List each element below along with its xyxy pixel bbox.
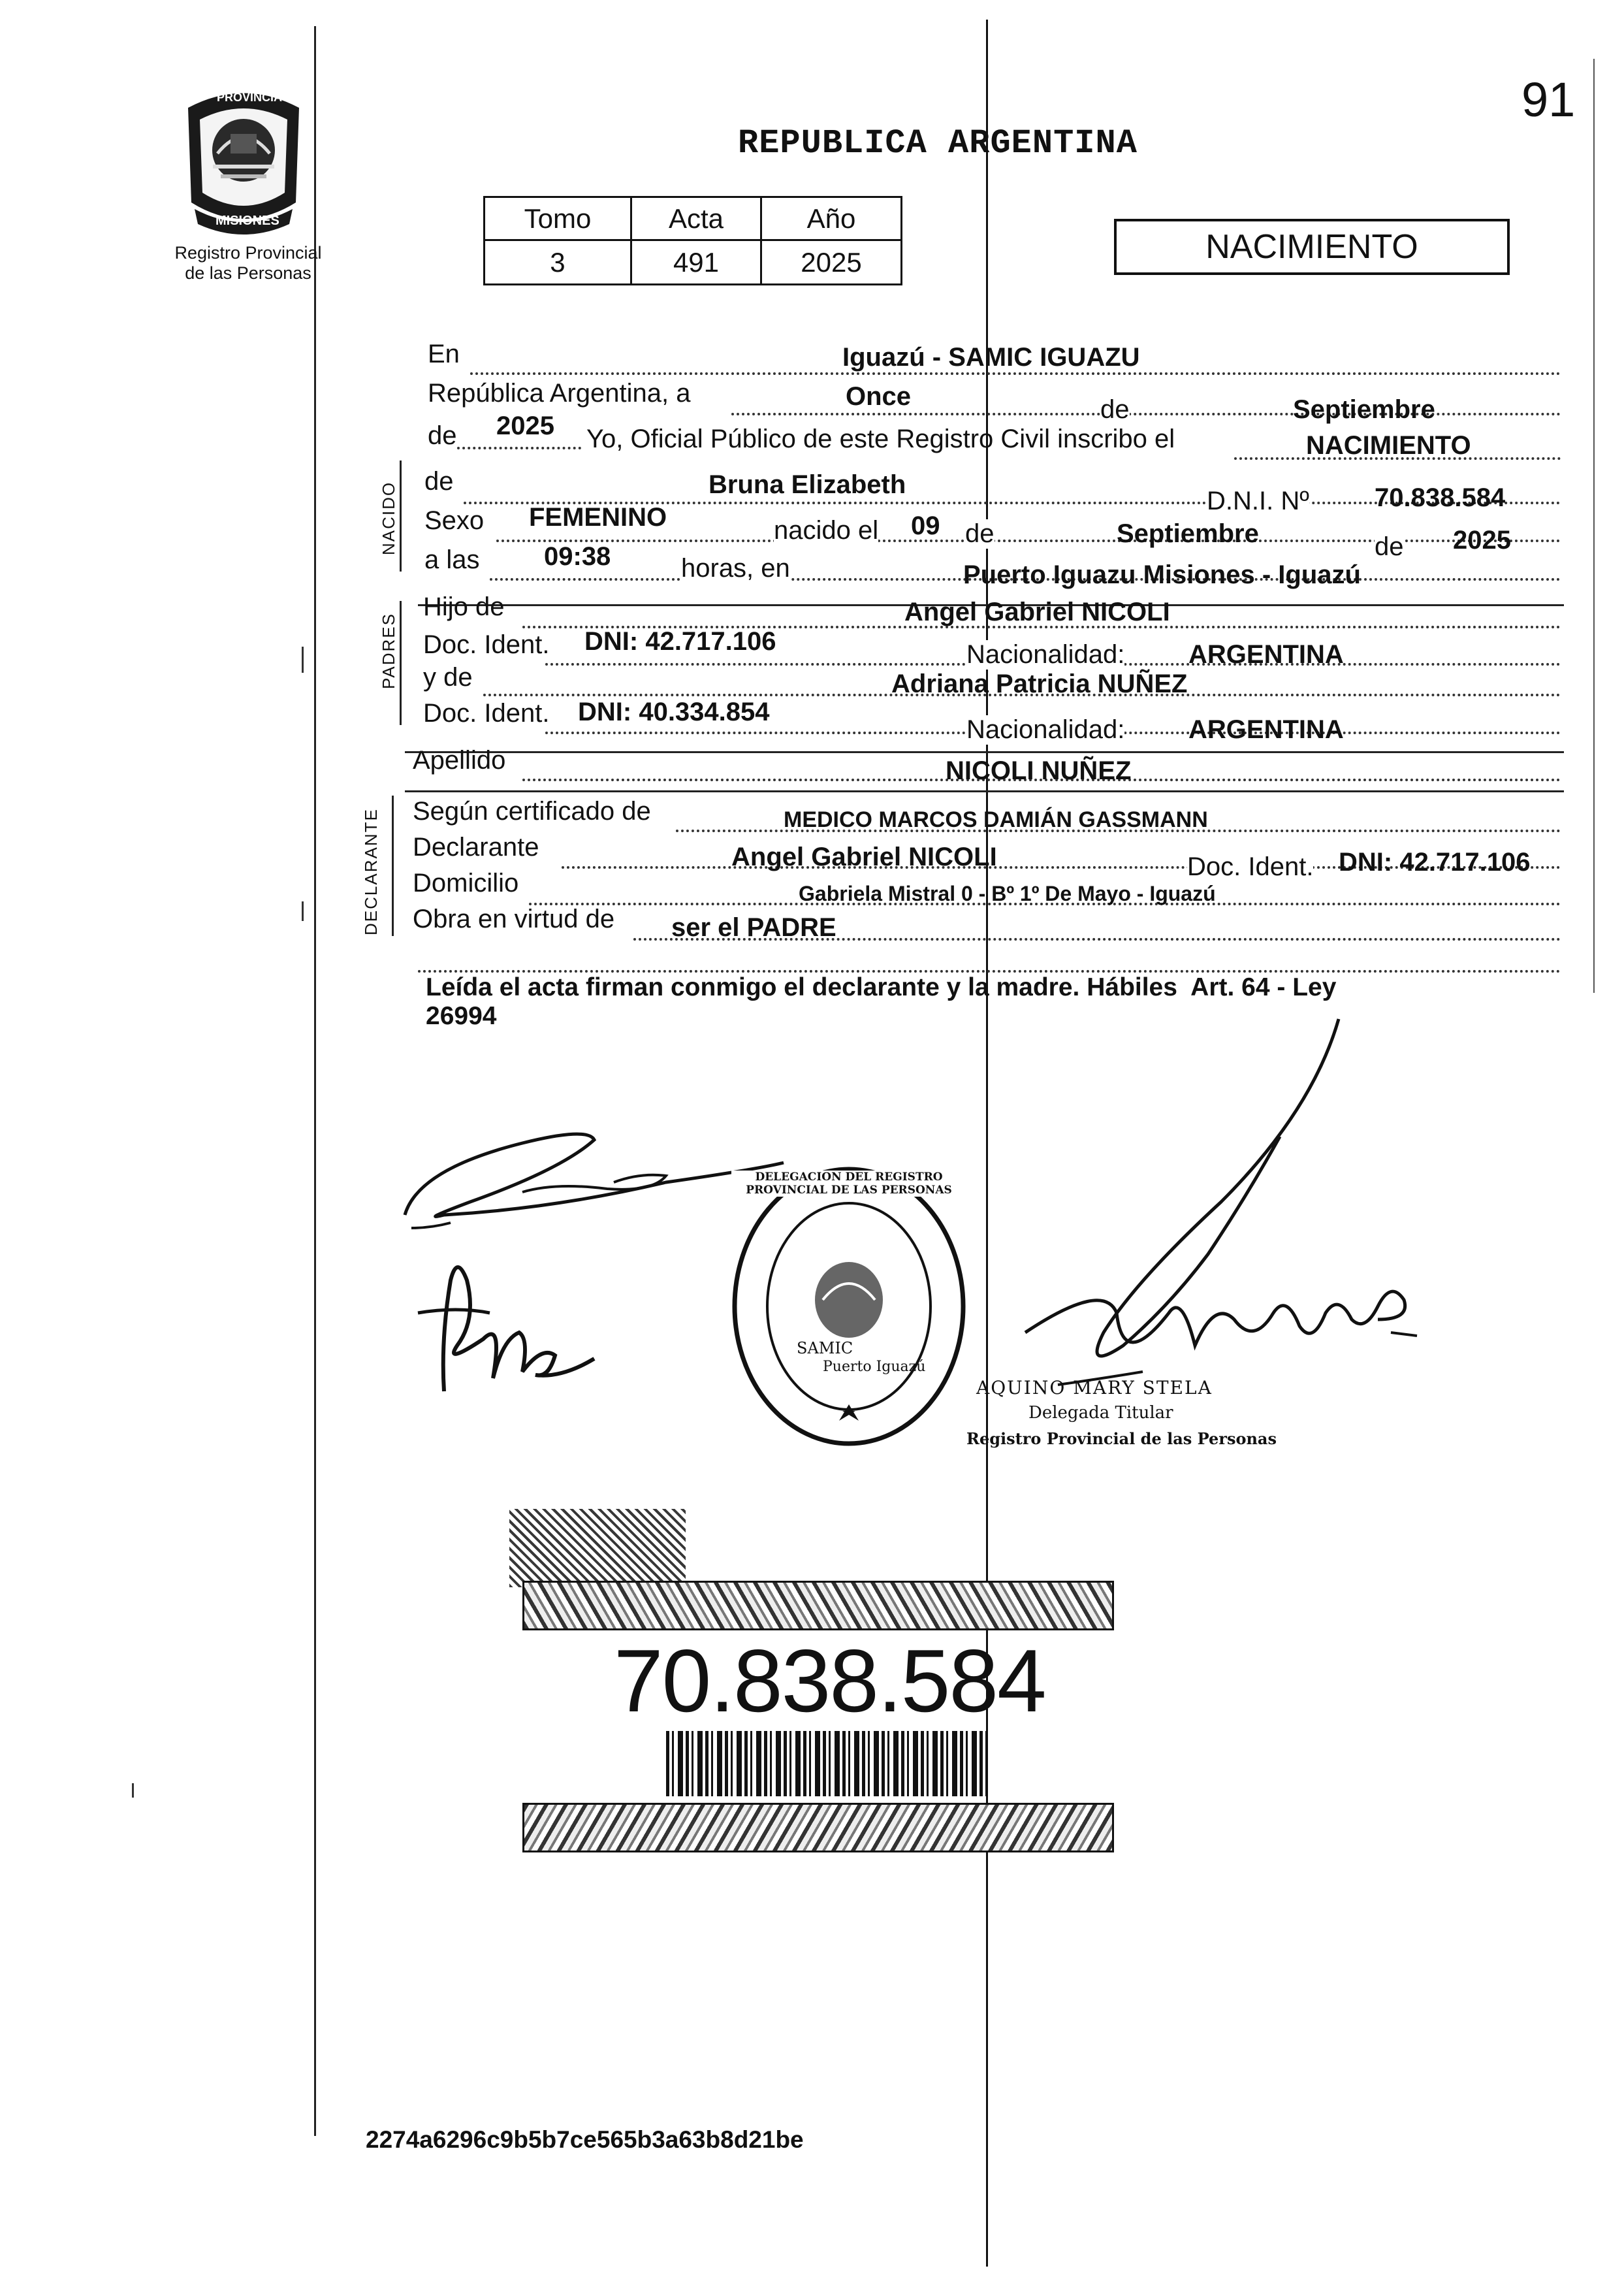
padres-section-label: PADRES	[379, 613, 398, 689]
segun-value: MEDICO MARCOS DAMIÁN GASSMANN	[784, 807, 1208, 832]
birth-time-value: 09:38	[544, 542, 611, 571]
logo-caption-line2: de las Personas	[185, 263, 311, 283]
inscribo-value: NACIMIENTO	[1306, 431, 1471, 460]
birth-month-value: Septiembre	[1117, 519, 1259, 548]
right-margin-line	[1593, 59, 1595, 993]
mother-name-value: Adriana Patricia NUÑEZ	[891, 670, 1188, 698]
domicilio-label: Domicilio	[413, 869, 519, 897]
mother-doc-label: Doc. Ident.	[423, 699, 550, 728]
alas-label: a las	[424, 545, 480, 574]
stamp-ring-icon	[725, 1163, 973, 1450]
nacido-section-label: NACIDO	[379, 481, 398, 555]
de2-label: de	[428, 421, 457, 450]
margin-mark	[132, 1783, 134, 1798]
ref-value-anio: 2025	[761, 240, 902, 285]
republica-label: República Argentina, a	[428, 379, 691, 408]
dotted-leader	[731, 413, 1561, 415]
security-band-bottom	[522, 1803, 1114, 1852]
ref-header-tomo: Tomo	[485, 197, 631, 240]
stamp-inner-line2: Puerto Iguazú	[823, 1359, 926, 1375]
obra-label: Obra en virtud de	[413, 905, 615, 933]
section-rule	[405, 751, 1564, 753]
officer-name: AQUINO MARY STELA	[976, 1377, 1213, 1398]
nacido-de-label: de	[424, 467, 454, 496]
father-nat-label: Nacionalidad:	[966, 640, 1125, 669]
act-type-box	[1114, 219, 1510, 275]
horas-label: horas, en	[681, 554, 790, 583]
declarante-doc-value: DNI: 42.717.106	[1339, 848, 1531, 877]
sexo-value: FEMENINO	[529, 503, 667, 532]
security-band-top	[522, 1581, 1114, 1630]
father-doc-label: Doc. Ident.	[423, 630, 550, 659]
birth-place-value: Puerto Iguazu Misiones - Iguazú	[963, 560, 1361, 589]
security-number: 70.838.584	[614, 1631, 1045, 1730]
ref-header-anio: Año	[761, 197, 902, 240]
left-margin-line	[314, 26, 316, 2136]
apellido-value: NICOLI NUÑEZ	[946, 756, 1132, 785]
apellido-label: Apellido	[413, 746, 506, 775]
nacido-el-label: nacido el	[774, 516, 879, 545]
security-barcode	[666, 1731, 986, 1796]
en-label: En	[428, 340, 460, 368]
declarante-bracket	[392, 796, 394, 936]
province-seal	[175, 82, 312, 238]
father-nat-value: ARGENTINA	[1188, 640, 1344, 669]
dotted-leader	[418, 970, 1561, 973]
birth-year-value: 2025	[1453, 526, 1511, 555]
declarante-label: Declarante	[413, 833, 539, 862]
page-number: 91	[1521, 73, 1576, 127]
segun-label: Según certificado de	[413, 797, 651, 826]
closing-line1: Leída el acta firman conmigo el declarante y la madre. Hábiles Art. 64 - Ley	[426, 973, 1337, 1001]
declarante-section-label: DECLARANTE	[361, 808, 381, 935]
hijo-label: Hijo de	[423, 592, 505, 621]
margin-mark	[302, 901, 304, 921]
act-type-label: NACIMIENTO	[1205, 228, 1418, 266]
child-name-value: Bruna Elizabeth	[709, 470, 906, 499]
document-hash: 2274a6296c9b5b7ce565b3a63b8d21be	[366, 2126, 804, 2153]
officer-org: Registro Provincial de las Personas	[966, 1429, 1277, 1448]
birth-de2-label: de	[1375, 532, 1404, 561]
stamp-inner-line1: SAMIC	[797, 1339, 853, 1357]
official-stamp	[725, 1163, 973, 1450]
logo-caption-line1: Registro Provincial	[174, 243, 322, 263]
child-dni-value: 70.838.584	[1375, 483, 1506, 512]
act-year-value: 2025	[496, 412, 554, 440]
obra-value: ser el PADRE	[671, 913, 836, 942]
domicilio-value: Gabriela Mistral 0 - Bº 1º De Mayo - Iguazú	[799, 882, 1216, 905]
father-doc-value: DNI: 42.717.106	[584, 627, 776, 656]
declarante-doc-label: Doc. Ident.	[1187, 852, 1314, 881]
nacido-bracket	[400, 461, 402, 572]
dotted-leader	[470, 372, 1561, 375]
logo-caption	[157, 243, 340, 283]
officer-title: Delegada Titular	[1028, 1403, 1173, 1423]
margin-mark	[302, 647, 304, 673]
stamp-ring-text: DELEGACION DEL REGISTRO PROVINCIAL DE LAS PERSONAS	[731, 1171, 966, 1197]
place-value: Iguazú - SAMIC IGUAZU	[842, 343, 1140, 372]
sexo-label: Sexo	[424, 506, 485, 535]
reference-table	[483, 196, 902, 285]
mother-signature	[405, 1241, 620, 1411]
ref-header-acta: Acta	[631, 197, 761, 240]
dni-label: D.N.I. Nº	[1207, 487, 1309, 515]
declarante-value: Angel Gabriel NICOLI	[731, 843, 997, 871]
country-heading: REPUBLICA ARGENTINA	[738, 124, 1138, 163]
ref-value-tomo: 3	[485, 240, 631, 285]
officer-signature	[973, 1006, 1443, 1411]
mother-nat-label: Nacionalidad:	[966, 715, 1125, 744]
yde-label: y de	[423, 663, 473, 692]
dotted-leader	[457, 447, 581, 449]
section-rule	[405, 790, 1564, 792]
seal-text-bottom: MISIONES	[215, 214, 279, 228]
mother-doc-value: DNI: 40.334.854	[578, 698, 770, 726]
seal-text-top: PROVINCIA DE	[217, 91, 302, 104]
ref-value-acta: 491	[631, 240, 761, 285]
birth-de-label: de	[965, 519, 995, 548]
padres-bracket	[400, 601, 402, 725]
de-label: de	[1100, 395, 1130, 424]
father-name-value: Angel Gabriel NICOLI	[904, 598, 1170, 626]
security-hologram	[509, 1509, 686, 1587]
yo-label: Yo, Oficial Público de este Registro Civil inscribo el	[586, 425, 1175, 453]
mother-nat-value: ARGENTINA	[1188, 715, 1344, 744]
closing-line2: 26994	[426, 1002, 497, 1030]
act-month-value: Septiembre	[1293, 395, 1435, 424]
act-day-value: Once	[846, 382, 912, 411]
birth-day-value: 09	[911, 511, 940, 540]
